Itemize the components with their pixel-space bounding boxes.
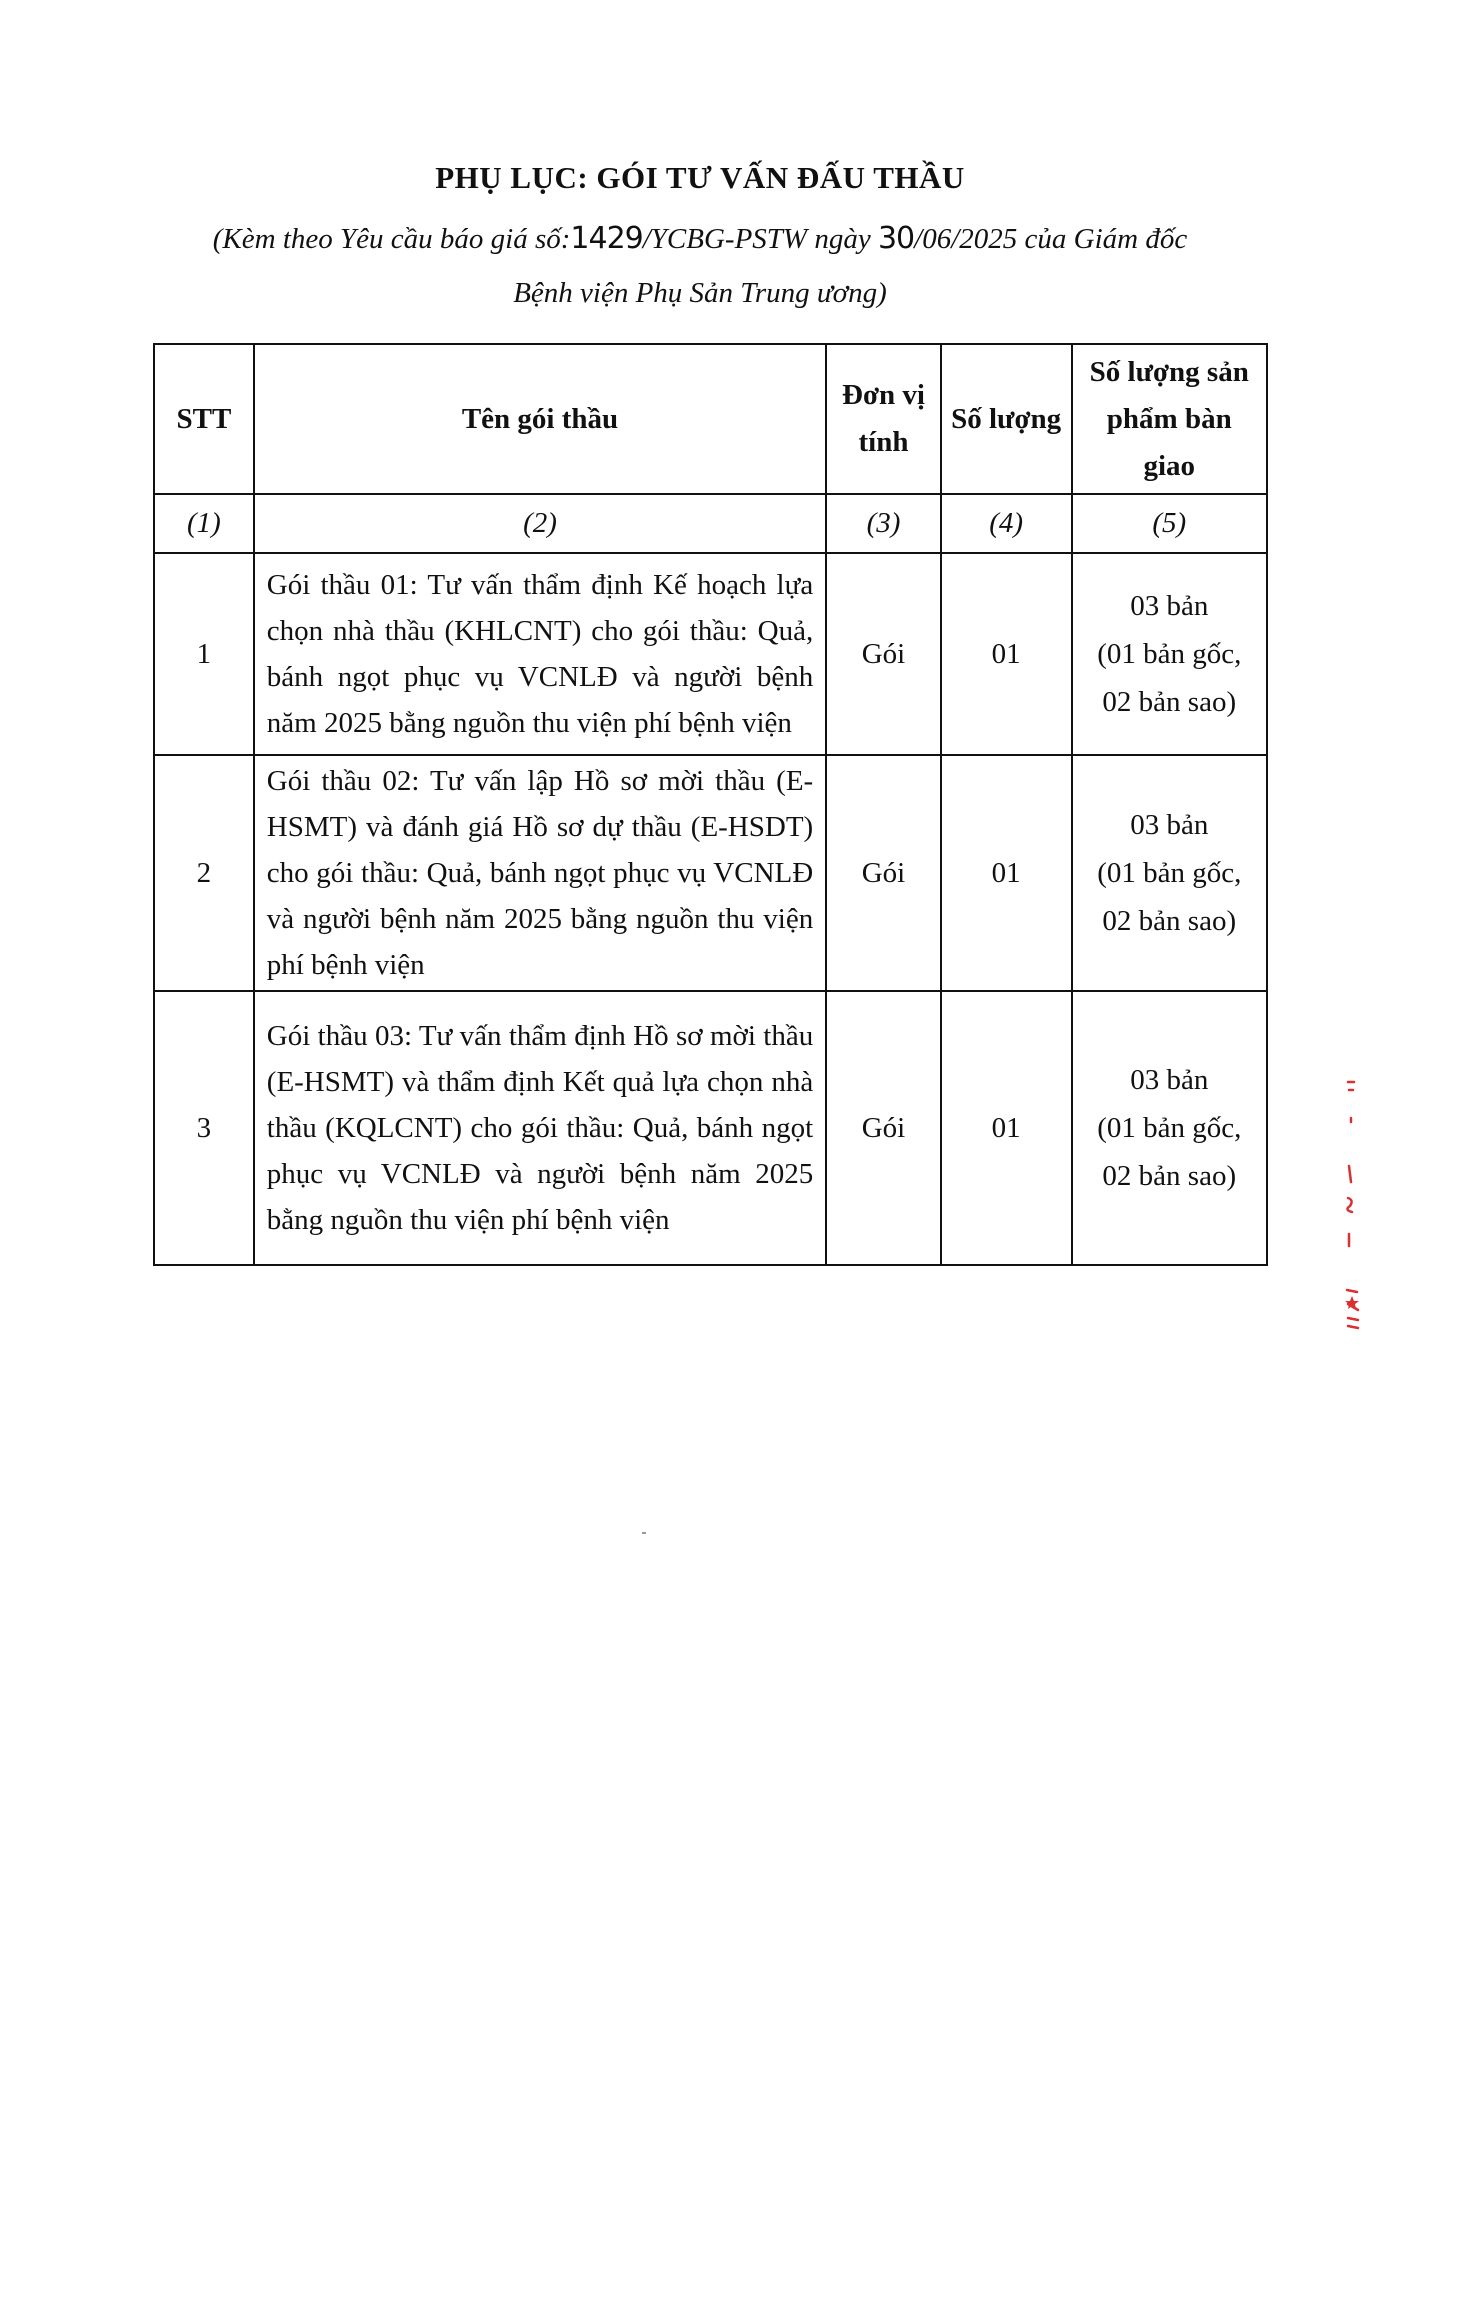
row-deliverables xyxy=(1072,553,1267,755)
row-unit: Gói xyxy=(826,755,941,991)
deliverables-line: 03 bản xyxy=(1130,1064,1209,1096)
deliverables-line: (01 bản gốc, xyxy=(1097,1112,1242,1144)
deliverables-line: 02 bản sao) xyxy=(1102,686,1237,718)
row-name: Gói thầu 01: Tư vấn thẩm định Kế hoạch lựa chọn nhà thầu (KHLCNT) cho gói thầu: Quả, bánh ngọt phục vụ VCNLĐ và người bệnh năm 2025 bằng nguồn thu viện phí bệnh viện xyxy=(254,553,826,755)
row-deliverables xyxy=(1072,991,1267,1265)
deliverables-line: 03 bản xyxy=(1130,590,1209,622)
seal-stamp-fragment xyxy=(1340,1070,1370,1370)
column-number: (3) xyxy=(826,494,941,553)
row-deliverables xyxy=(1072,755,1267,991)
row-quantity: 01 xyxy=(941,553,1072,755)
row-quantity: 01 xyxy=(941,991,1072,1265)
row-name: Gói thầu 03: Tư vấn thẩm định Hồ sơ mời thầu (E-HSMT) và thẩm định Kết quả lựa chọn nhà thầu (KQLCNT) cho gói thầu: Quả, bánh ngọt phục vụ VCNLĐ và người bệnh năm 2025 bằng nguồn thu viện phí bệnh viện xyxy=(254,991,826,1265)
header-stt: STT xyxy=(154,344,254,494)
subtitle-part-2: /YCBG-PSTW ngày xyxy=(642,223,871,255)
row-quantity: 01 xyxy=(941,755,1072,991)
subtitle-part-1: (Kèm theo Yêu cầu báo giá số: xyxy=(212,223,571,255)
header-unit: Đơn vị tính xyxy=(826,344,941,494)
table-row xyxy=(154,991,1267,1265)
scan-artifact xyxy=(642,1532,646,1534)
row-stt: 3 xyxy=(154,991,254,1265)
deliverables-line: 02 bản sao) xyxy=(1102,905,1237,937)
row-name: Gói thầu 02: Tư vấn lập Hồ sơ mời thầu (E-HSMT) và đánh giá Hồ sơ dự thầu (E-HSDT) cho gói thầu: Quả, bánh ngọt phục vụ VCNLĐ và người bệnh năm 2025 bằng nguồn thu viện phí bệnh viện xyxy=(254,755,826,991)
table-header-row xyxy=(154,344,1267,494)
handwritten-day: 30 xyxy=(877,221,915,256)
column-number: (4) xyxy=(941,494,1072,553)
document-subtitle xyxy=(0,212,1400,320)
handwritten-number: 1429 xyxy=(570,221,643,256)
subtitle-part-3: /06/2025 của Giám đốc xyxy=(914,223,1188,255)
header-name: Tên gói thầu xyxy=(254,344,826,494)
subtitle-line-2: Bệnh viện Phụ Sản Trung ương) xyxy=(513,277,887,309)
document-title: PHỤ LỤC: GÓI TƯ VẤN ĐẤU THẦU xyxy=(435,160,965,195)
subtitle-line-1 xyxy=(0,212,1400,266)
row-stt: 2 xyxy=(154,755,254,991)
header-quantity: Số lượng xyxy=(941,344,1072,494)
deliverables-line: 02 bản sao) xyxy=(1102,1160,1237,1192)
row-unit: Gói xyxy=(826,553,941,755)
bid-package-table xyxy=(153,343,1268,1266)
header-deliverables: Số lượng sản phẩm bàn giao xyxy=(1072,344,1267,494)
table-row xyxy=(154,553,1267,755)
column-number: (5) xyxy=(1072,494,1267,553)
row-unit: Gói xyxy=(826,991,941,1265)
column-number-row xyxy=(154,494,1267,553)
column-number: (2) xyxy=(254,494,826,553)
table-row xyxy=(154,755,1267,991)
deliverables-line: (01 bản gốc, xyxy=(1097,638,1242,670)
column-number: (1) xyxy=(154,494,254,553)
deliverables-line: 03 bản xyxy=(1130,809,1209,841)
row-stt: 1 xyxy=(154,553,254,755)
deliverables-line: (01 bản gốc, xyxy=(1097,857,1242,889)
